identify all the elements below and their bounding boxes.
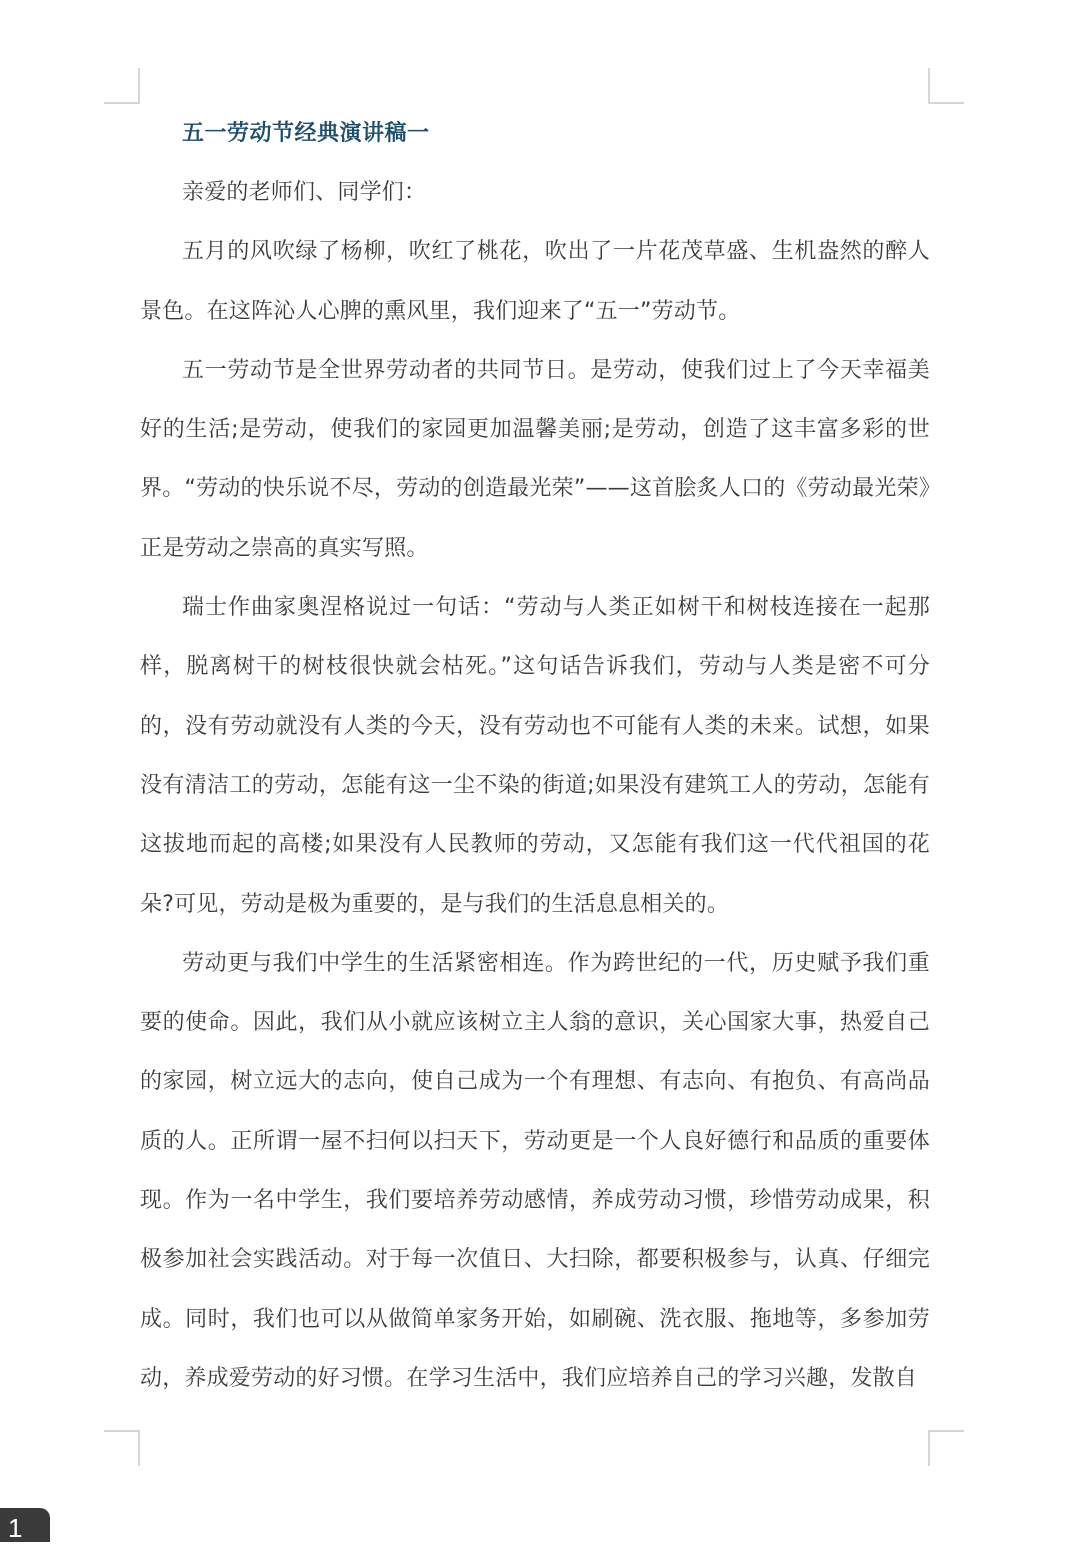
page-number-badge: 1 <box>0 1508 50 1542</box>
body-paragraph: 劳动更与我们中学生的生活紧密相连。作为跨世纪的一代，历史赋予我们重要的使命。因此，我们从小就应该树立主人翁的意识，关心国家大事，热爱自己的家园，树立远大的志向，使自己成为一个有理想、有志向、有抱负、有高尚品质的人。正所谓一屋不扫何以扫天下，劳动更是一个人良好德行和品质的重要体现。作为一名中学生，我们要培养劳动感情，养成劳动习惯，珍惜劳动成果，积极参加社会实践活动。对于每一次值日、大扫除，都要积极参与，认真、仔细完成。同时，我们也可以从做简单家务开始，如刷碗、洗衣服、拖地等，多参加劳动，养成爱劳动的好习惯。在学习生活中，我们应培养自己的学习兴趣，发散自 <box>140 950 930 1391</box>
body-paragraph: 五月的风吹绿了杨柳，吹红了桃花，吹出了一片花茂草盛、生机盎然的醉人景色。在这阵沁人心脾的熏风里，我们迎来了“五一”劳动节。 <box>140 239 930 324</box>
document-body <box>140 104 930 1408</box>
document-title: 五一劳动节经典演讲稿一 <box>182 121 430 146</box>
crop-mark-bottom-left <box>104 1430 140 1466</box>
crop-mark-top-left <box>104 68 140 104</box>
body-paragraph: 五一劳动节是全世界劳动者的共同节日。是劳动，使我们过上了今天幸福美好的生活;是劳动，使我们的家园更加温馨美丽;是劳动，创造了这丰富多彩的世界。“劳动的快乐说不尽，劳动的创造最光荣”——这首脍炙人口的《劳动最光荣》正是劳动之崇高的真实写照。 <box>140 357 930 561</box>
body-paragraph: 瑞士作曲家奥涅格说过一句话：“劳动与人类正如树干和树枝连接在一起那样，脱离树干的树枝很快就会枯死。”这句话告诉我们，劳动与人类是密不可分的，没有劳动就没有人类的今天，没有劳动也不可能有人类的未来。试想，如果没有清洁工的劳动，怎能有这一尘不染的街道;如果没有建筑工人的劳动，怎能有这拔地而起的高楼;如果没有人民教师的劳动，又怎能有我们这一代代祖国的花朵?可见，劳动是极为重要的，是与我们的生活息息相关的。 <box>140 595 930 917</box>
salutation-paragraph: 亲爱的老师们、同学们： <box>182 180 427 205</box>
crop-mark-bottom-right <box>928 1430 964 1466</box>
crop-mark-top-right <box>928 68 964 104</box>
